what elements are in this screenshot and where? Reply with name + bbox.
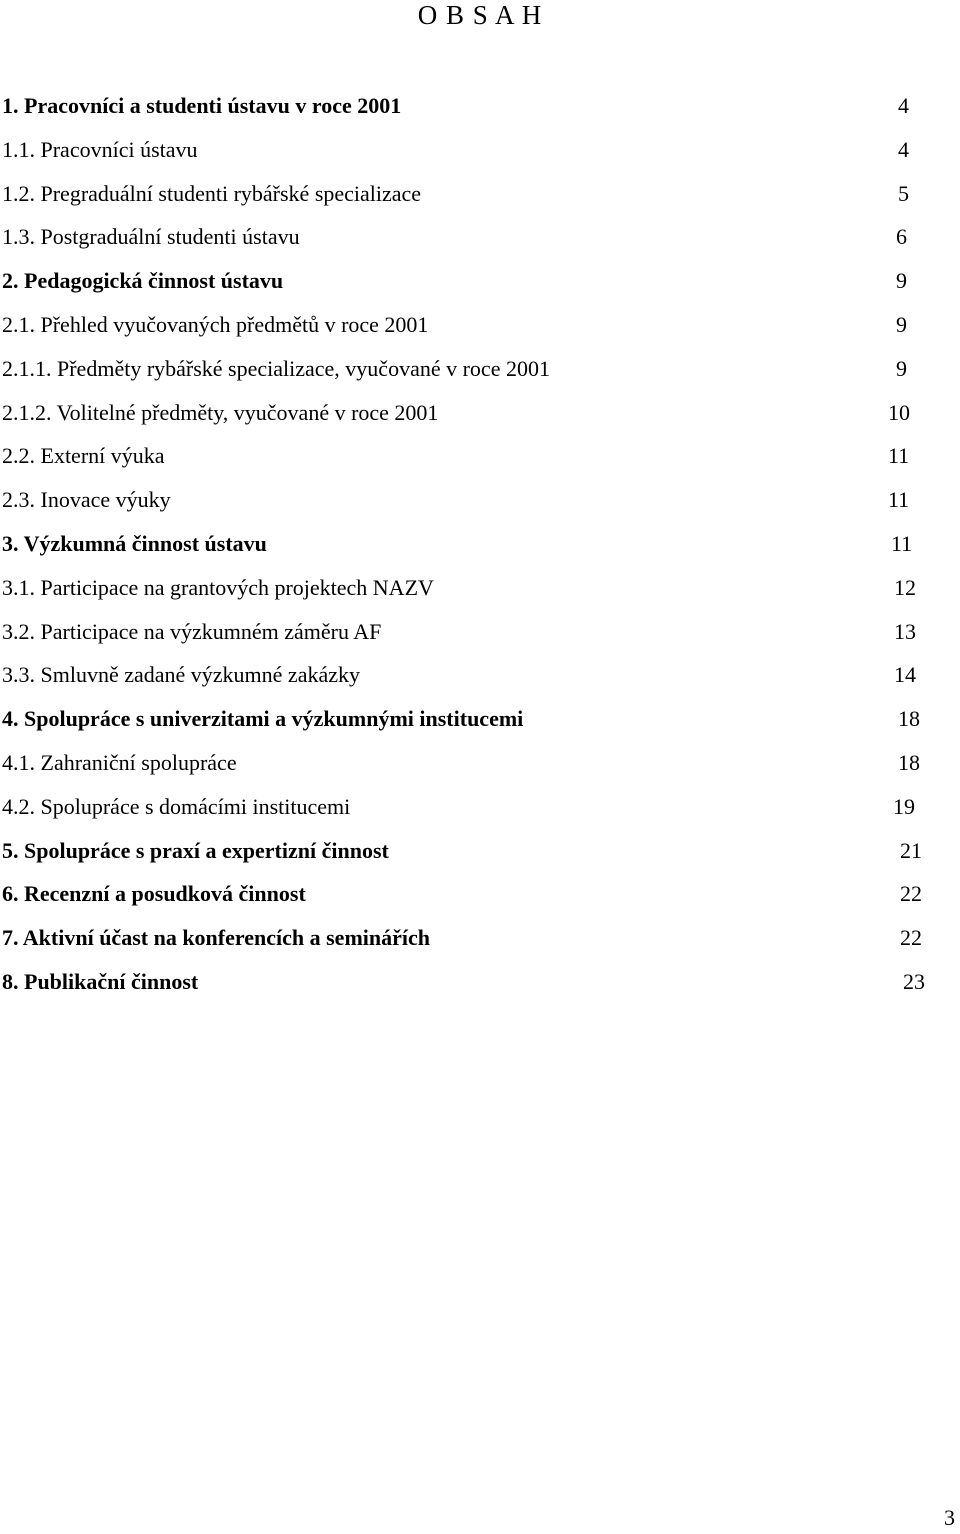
toc-entry-title: 2.3. Inovace výuky bbox=[2, 487, 171, 513]
toc-entry bbox=[0, 478, 960, 522]
toc-entry-page: 12 bbox=[894, 574, 916, 600]
toc-entry-page: 9 bbox=[896, 355, 907, 381]
toc-entry bbox=[0, 960, 960, 1004]
toc-entry-page: 11 bbox=[888, 487, 910, 513]
toc-entry bbox=[0, 172, 960, 216]
toc-entry bbox=[0, 610, 960, 654]
toc-entry bbox=[0, 303, 960, 347]
toc-entry-title: 3.1. Participace na grantových projektech NAZV bbox=[2, 574, 434, 600]
toc-entry-page: 9 bbox=[896, 311, 907, 337]
toc-entry bbox=[0, 653, 960, 697]
toc-entry-page: 19 bbox=[893, 793, 915, 819]
toc-entry bbox=[0, 215, 960, 259]
toc-entry-page: 23 bbox=[903, 968, 925, 994]
toc-entry-title: 4. Spolupráce s univerzitami a výzkumnými institucemi bbox=[2, 706, 524, 732]
toc-entry bbox=[0, 697, 960, 741]
toc-entry-title: 1.2. Pregraduální studenti rybářské specializace bbox=[2, 180, 422, 206]
toc-entry-title: 5. Spolupráce s praxí a expertizní činnost bbox=[2, 837, 389, 863]
toc-entry-page: 4 bbox=[898, 136, 909, 162]
toc-entry-title: 3.2. Participace na výzkumném záměru AF bbox=[2, 618, 382, 644]
toc-entry bbox=[0, 522, 960, 566]
toc-entry-title: 2.1. Přehled vyučovaných předmětů v roce 2001 bbox=[2, 311, 429, 337]
page-number: 3 bbox=[944, 1505, 955, 1530]
toc-entry-title: 2. Pedagogická činnost ústavu bbox=[2, 268, 284, 294]
toc-entry bbox=[0, 829, 960, 873]
toc-entry-title: 7. Aktivní účast na konferencích a seminářích bbox=[2, 925, 431, 951]
toc-entry-page: 21 bbox=[900, 837, 922, 863]
toc-entry bbox=[0, 347, 960, 391]
toc-entry-page: 13 bbox=[894, 618, 916, 644]
toc-entry bbox=[0, 259, 960, 303]
toc-entry-page: 6 bbox=[896, 224, 907, 250]
toc-entry bbox=[0, 741, 960, 785]
toc-entry bbox=[0, 872, 960, 916]
toc-entry-page: 14 bbox=[894, 662, 916, 688]
toc-entry-page: 9 bbox=[896, 268, 907, 294]
toc-entry-page: 11 bbox=[891, 530, 913, 556]
toc-entry-page: 4 bbox=[898, 93, 909, 118]
toc-entry bbox=[0, 916, 960, 960]
toc-entry-title: 8. Publikační činnost bbox=[2, 968, 199, 994]
toc-entry-title: 2.1.1. Předměty rybářské specializace, vyučované v roce 2001 bbox=[2, 355, 550, 381]
toc-entry bbox=[0, 128, 960, 172]
toc-entry-page: 18 bbox=[898, 749, 920, 775]
toc-entry-title: 3.3. Smluvně zadané výzkumné zakázky bbox=[2, 662, 360, 688]
toc-entry bbox=[0, 566, 960, 610]
toc-entry bbox=[0, 785, 960, 829]
toc-entry-page: 22 bbox=[900, 881, 922, 907]
toc-entry-title: 2.1.2. Volitelné předměty, vyučované v roce 2001 bbox=[2, 399, 439, 425]
toc-entry-title: 4.1. Zahraniční spolupráce bbox=[2, 749, 237, 775]
toc-entry-title: 6. Recenzní a posudková činnost bbox=[2, 881, 306, 907]
toc-entry-title: 1.3. Postgraduální studenti ústavu bbox=[2, 224, 300, 250]
toc-entry bbox=[0, 434, 960, 478]
toc-entry-page: 22 bbox=[900, 925, 922, 951]
toc-entry-title: 1. Pracovníci a studenti ústavu v roce 2001 bbox=[2, 93, 402, 118]
toc-entry-title: 1.1. Pracovníci ústavu bbox=[2, 136, 198, 162]
page-title: O B S A H bbox=[417, 0, 543, 30]
toc-entry-page: 10 bbox=[888, 399, 910, 425]
toc-entry bbox=[0, 84, 960, 128]
toc-entry-title: 3. Výzkumná činnost ústavu bbox=[2, 530, 267, 556]
toc-entry bbox=[0, 391, 960, 435]
table-of-contents bbox=[0, 84, 960, 1004]
toc-entry-title: 4.2. Spolupráce s domácími institucemi bbox=[2, 793, 351, 819]
toc-entry-title: 2.2. Externí výuka bbox=[2, 443, 165, 469]
toc-entry-page: 11 bbox=[888, 443, 910, 469]
toc-entry-page: 18 bbox=[898, 706, 920, 732]
toc-entry-page: 5 bbox=[898, 180, 909, 206]
